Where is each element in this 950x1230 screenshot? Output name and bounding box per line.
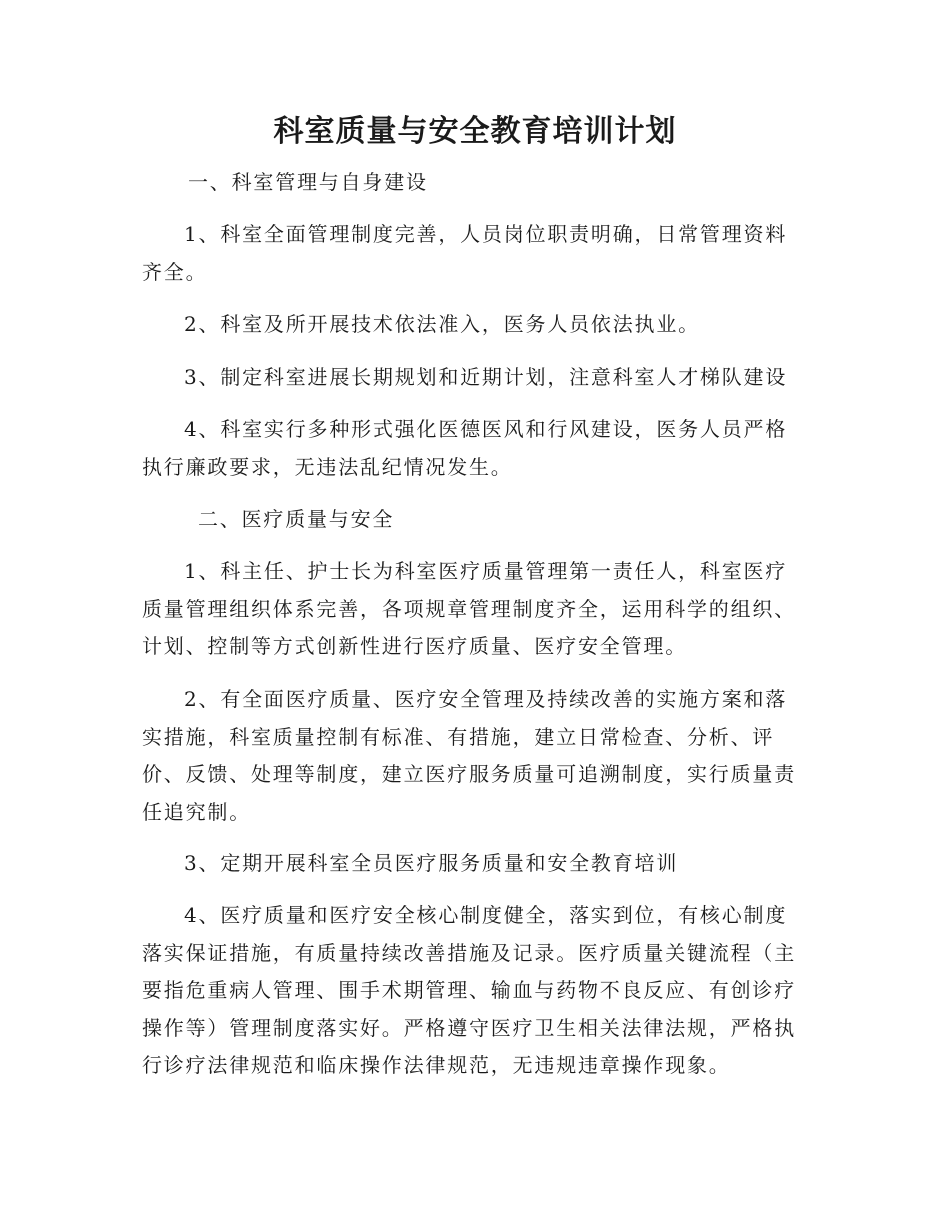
paragraph-management-2: 2、科室及所开展技术依法准入，医务人员依法执业。: [184, 312, 700, 336]
paragraph-management-4: 4、科室实行多种形式强化医德医风和行风建设，医务人员严格执行廉政要求，无违法乱纪情况发生。: [142, 417, 788, 479]
paragraph-management-3: 3、制定科室进展长期规划和近期计划，注意科室人才梯队建设: [184, 365, 788, 389]
section-heading-management: 一、科室管理与自身建设: [188, 170, 428, 194]
document-title: 科室质量与安全教育培训计划: [273, 114, 677, 149]
paragraph-quality-3: 3、定期开展科室全员医疗服务质量和安全教育培训: [184, 851, 679, 875]
paragraph-quality-2: 2、有全面医疗质量、医疗安全管理及持续改善的实施方案和落实措施，科室质量控制有标准、有措施，建立日常检查、分析、评价、反馈、处理等制度，建立医疗服务质量可追溯制度，实行质量责任追究制。: [142, 687, 796, 824]
paragraph-quality-4: 4、医疗质量和医疗安全核心制度健全，落实到位，有核心制度落实保证措施，有质量持续改善措施及记录。医疗质量关键流程（主要指危重病人管理、围手术期管理、输血与药物不良反应、有创诊疗操作等）管理制度落实好。严格遵守医疗卫生相关法律法规，严格执行诊疗法律规范和临床操作法律规范，无违规违章操作现象。: [142, 903, 796, 1077]
paragraph-management-1: 1、科室全面管理制度完善，人员岗位职责明确，日常管理资料齐全。: [142, 222, 788, 284]
section-heading-quality: 二、医疗质量与安全: [198, 507, 395, 531]
paragraph-quality-1: 1、科主任、护士长为科室医疗质量管理第一责任人，科室医疗质量管理组织体系完善，各项规章管理制度齐全，运用科学的组织、计划、控制等方式创新性进行医疗质量、医疗安全管理。: [142, 559, 796, 658]
